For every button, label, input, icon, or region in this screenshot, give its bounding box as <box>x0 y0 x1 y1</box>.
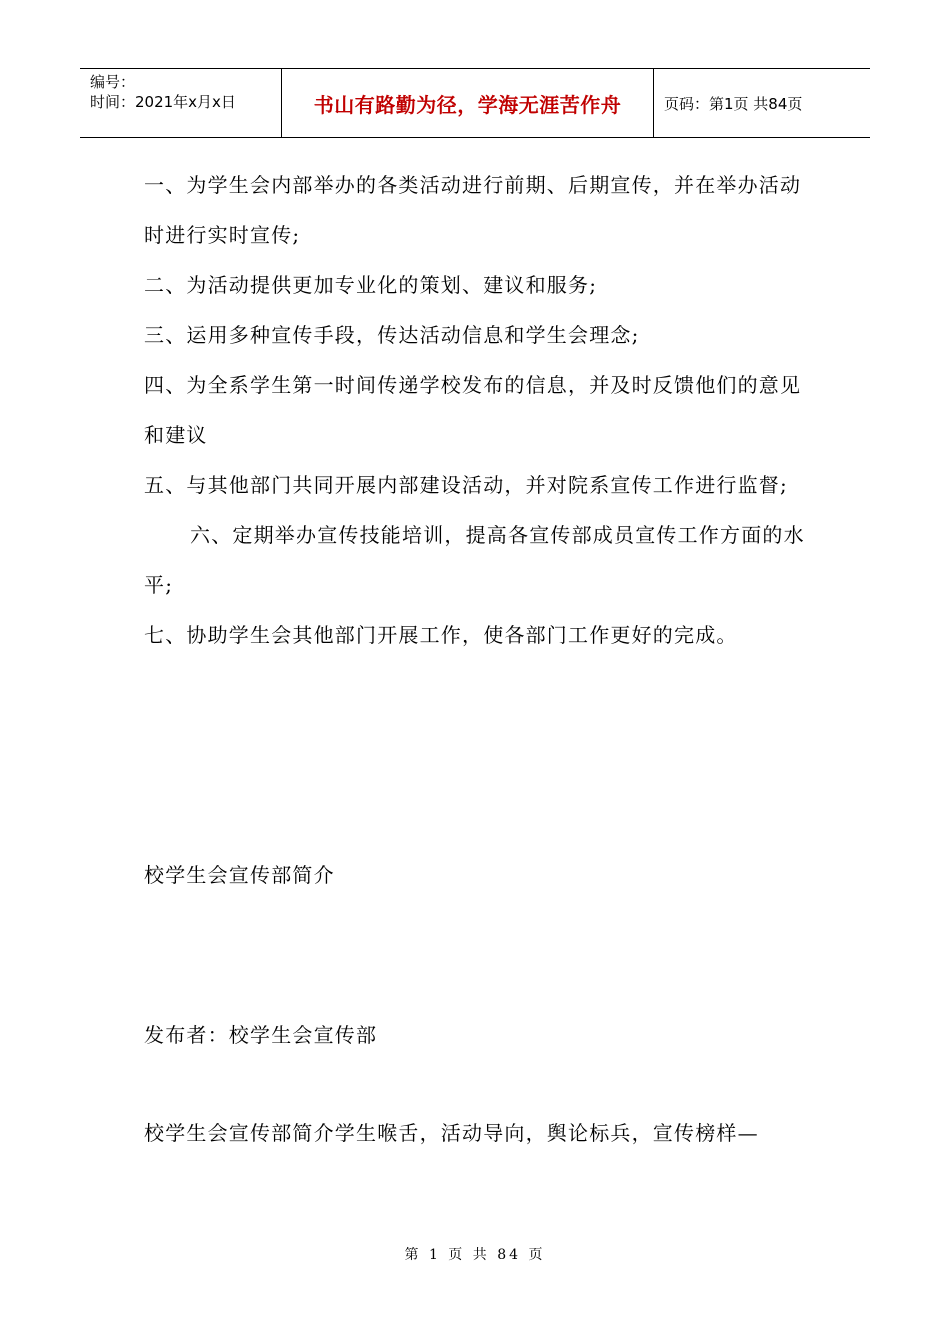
page-header <box>80 68 870 138</box>
duty-item-4: 四、为全系学生第一时间传递学校发布的信息，并及时反馈他们的意见和建议 <box>144 373 802 447</box>
header-page-cell <box>654 69 870 137</box>
header-info-cell <box>80 69 282 137</box>
document-time-label: 时间：2021年x月x日 <box>90 93 236 111</box>
duty-item-1: 一、为学生会内部举办的各类活动进行前期、后期宣传，并在举办活动时进行实时宣传; <box>144 173 802 247</box>
duty-item-7: 七、协助学生会其他部门开展工作，使各部门工作更好的完成。 <box>144 623 738 647</box>
duty-item-5: 五、与其他部门共同开展内部建设活动，并对院系宣传工作进行监督; <box>144 473 788 497</box>
document-body <box>144 160 810 1158</box>
section-title: 校学生会宣传部简介 <box>144 863 335 887</box>
header-page-number: 页码：第1页 共84页 <box>664 94 803 113</box>
intro-paragraph: 校学生会宣传部简介学生喉舌，活动导向，舆论标兵，宣传榜样— <box>144 1121 759 1145</box>
document-number-label: 编号： <box>90 73 136 91</box>
duty-item-2: 二、为活动提供更加专业化的策划、建议和服务; <box>144 273 598 297</box>
header-motto: 书山有路勤为径，学海无涯苦作舟 <box>313 92 622 117</box>
duty-item-6: 六、定期举办宣传技能培训，提高各宣传部成员宣传工作方面的水平; <box>144 523 805 597</box>
page-footer: 第 1 页 共 84 页 <box>404 1247 546 1263</box>
duty-item-3: 三、运用多种宣传手段，传达活动信息和学生会理念; <box>144 323 640 347</box>
header-motto-cell <box>282 69 654 137</box>
publisher-line: 发布者：校学生会宣传部 <box>144 1023 378 1047</box>
